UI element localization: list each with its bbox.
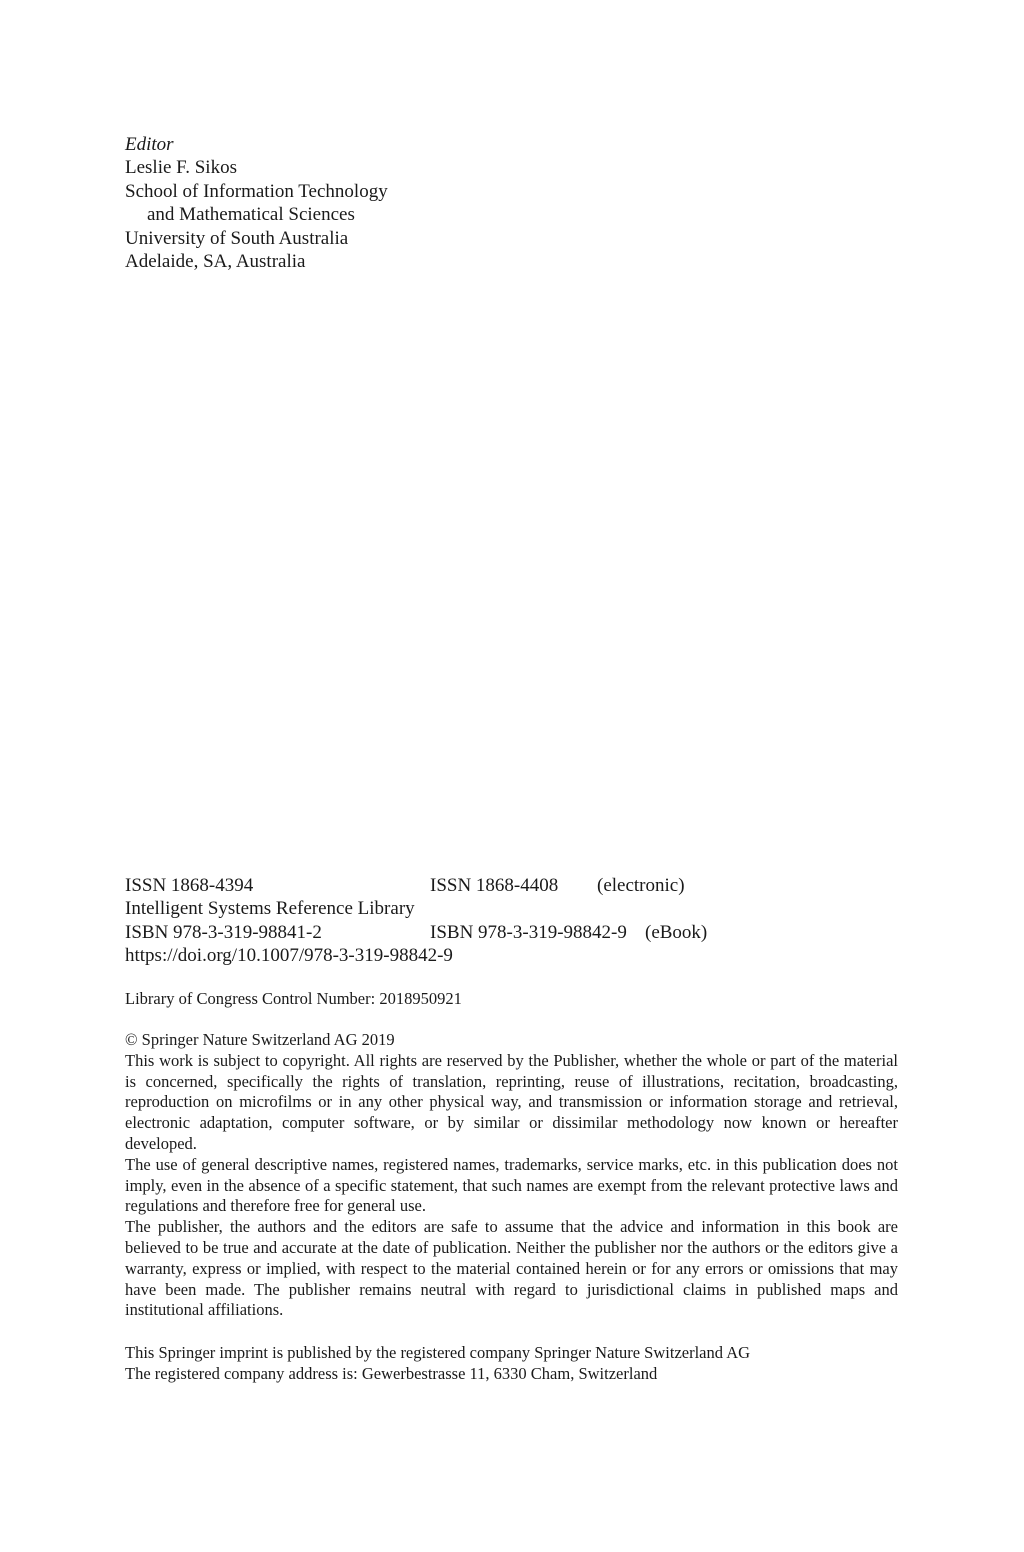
legal-paragraph-trademarks: The use of general descriptive names, registered names, trademarks, service marks, etc. in this publication does not imply, even in the absence of a specific statement, that such names are exempt from the relevant protective laws and regulations and therefore free for general use. bbox=[125, 1154, 898, 1216]
isbn-row bbox=[125, 921, 905, 944]
isbn-print: ISBN 978-3-319-98841-2 bbox=[125, 921, 322, 943]
imprint-line1: This Springer imprint is published by the registered company Springer Nature Switzerland AG bbox=[125, 1343, 751, 1362]
doi-link[interactable]: https://doi.org/10.1007/978-3-319-98842-9 bbox=[125, 945, 453, 967]
imprint-line2: The registered company address is: Gewerbestrasse 11, 6330 Cham, Switzerland bbox=[125, 1363, 658, 1383]
doi-row bbox=[125, 944, 905, 967]
issn-row bbox=[125, 874, 905, 897]
issn-print: ISSN 1868-4394 bbox=[125, 875, 254, 896]
legal-paragraph-disclaimer: The publisher, the authors and the editors are safe to assume that the advice and information in this book are believed to be true and accurate at the date of publication. Neither the publisher nor the authors or the editors give a warranty, express or implied, with respect to the material contained herein or for any errors or omissions that may have been made. The publisher remains neutral with regard to jurisdictional claims in published maps and institutional affiliations. bbox=[125, 1217, 898, 1320]
imprint-block bbox=[125, 1343, 905, 1385]
copyright-line: © Springer Nature Switzerland AG 2019 bbox=[125, 1030, 395, 1049]
editor-university: University of South Australia bbox=[125, 227, 349, 249]
editor-role: Editor bbox=[125, 134, 174, 155]
series-row bbox=[125, 897, 905, 920]
legal-notice bbox=[125, 1030, 898, 1321]
editor-affiliation-line2: and Mathematical Sciences bbox=[147, 204, 355, 226]
issn-electronic-label: (electronic) bbox=[597, 875, 685, 896]
lccn: Library of Congress Control Number: 2018950921 bbox=[125, 989, 462, 1008]
editor-name: Leslie F. Sikos bbox=[125, 157, 237, 179]
issn-electronic: ISSN 1868-4408 bbox=[430, 875, 559, 896]
bibliographic-block bbox=[125, 874, 905, 968]
isbn-ebook-label: (eBook) bbox=[645, 921, 708, 943]
editor-affiliation-line1: School of Information Technology bbox=[125, 180, 388, 202]
isbn-ebook: ISBN 978-3-319-98842-9 bbox=[430, 921, 627, 943]
editor-block bbox=[125, 133, 388, 273]
legal-paragraph-rights: This work is subject to copyright. All rights are reserved by the Publisher, whether the whole or part of the material is concerned, specifically the rights of translation, reprinting, reuse of illustrations, recitation, broadcasting, reproduction on microfilms or in any other physical way, and transmission or information storage and retrieval, electronic adaptation, computer software, or by similar or dissimilar methodology now known or hereafter developed. bbox=[125, 1050, 898, 1153]
series-title: Intelligent Systems Reference Library bbox=[125, 898, 415, 920]
editor-location: Adelaide, SA, Australia bbox=[125, 251, 306, 273]
